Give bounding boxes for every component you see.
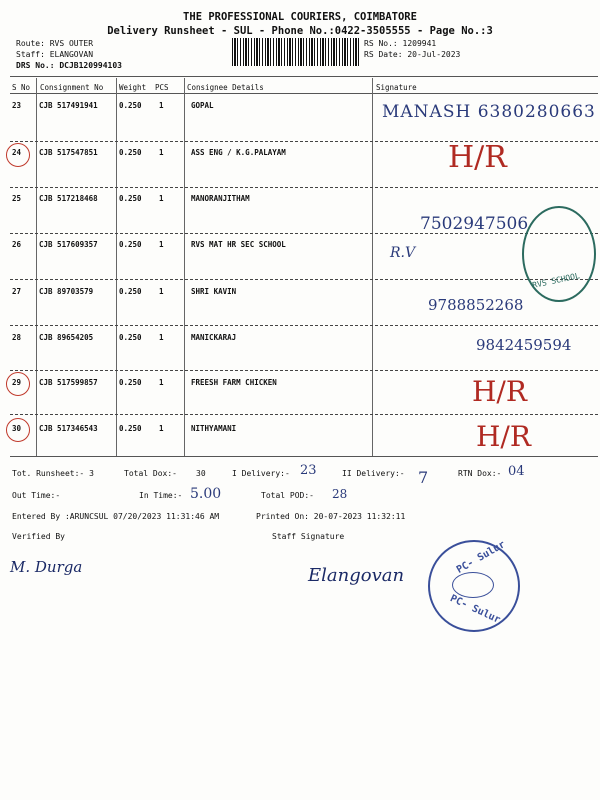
row-rule xyxy=(10,370,598,371)
row-consignee: NITHYAMANI xyxy=(191,424,237,433)
rtn-dox-label: RTN Dox:- xyxy=(458,469,502,478)
rs-number: RS No.: 1209941 xyxy=(364,39,437,48)
total-dox-label: Total Dox:- xyxy=(124,469,177,478)
ii-delivery-label: II Delivery:- xyxy=(342,469,405,478)
circle-mark-29 xyxy=(6,372,30,396)
row-sno: 30 xyxy=(12,424,22,433)
row-rule xyxy=(10,325,598,326)
i-delivery-value: 23 xyxy=(300,463,317,478)
runsheet-subtitle: Delivery Runsheet - SUL - Phone No.:0422-3505555 - Page No.:3 xyxy=(107,25,493,37)
circle-mark-30 xyxy=(6,418,30,442)
tot-runsheet: Tot. Runsheet:- 3 xyxy=(12,469,94,478)
rs-date: RS Date: 20-Jul-2023 xyxy=(364,50,461,59)
col-weight: Weight xyxy=(119,83,147,92)
in-time-value: 5.00 xyxy=(190,486,222,502)
row-sno: 28 xyxy=(12,333,22,342)
staff-label: Staff: ELANGOVAN xyxy=(16,50,94,59)
row-pcs: 1 xyxy=(159,333,164,342)
row-consignee: MANORANJITHAM xyxy=(191,194,250,203)
row-signature: MANASH 6380280663 xyxy=(382,102,596,122)
row-signature: H/R xyxy=(448,140,507,175)
row-consignment: CJB 517599857 xyxy=(39,378,98,387)
header-rule xyxy=(10,93,598,94)
out-time-label: Out Time:- xyxy=(12,491,61,500)
pc-sulur-stamp-top-text: PC- Sulur xyxy=(454,539,508,576)
col-signature: Signature xyxy=(376,83,417,92)
stamp-inner-ring xyxy=(452,572,494,598)
col-consignment: Consignment No xyxy=(40,83,104,92)
row-consignment: CJB 517609357 xyxy=(39,240,98,249)
row-consignee: FREESH FARM CHICKEN xyxy=(191,378,277,387)
col-sno: S No xyxy=(12,83,31,92)
row-pcs: 1 xyxy=(159,101,164,110)
row-sno: 24 xyxy=(12,148,22,157)
staff-handwritten-signature: Elangovan xyxy=(308,565,405,586)
row-consignee: MANICKARAJ xyxy=(191,333,237,342)
entered-by: Entered By :ARUNCSUL 07/20/2023 11:31:46 AM xyxy=(12,512,220,521)
row-rule xyxy=(10,279,598,280)
row-consignee: SHRI KAVIN xyxy=(191,287,237,296)
row-sno: 27 xyxy=(12,287,22,296)
pc-sulur-stamp xyxy=(428,540,520,632)
table-bottom-rule xyxy=(10,456,598,457)
company-title: THE PROFESSIONAL COURIERS, COIMBATORE xyxy=(183,11,417,23)
row-consignee: GOPAL xyxy=(191,101,214,110)
row-pcs: 1 xyxy=(159,148,164,157)
row-sno: 25 xyxy=(12,194,22,203)
row-consignment: CJB 517346543 xyxy=(39,424,98,433)
row-sno: 23 xyxy=(12,101,22,110)
staff-signature-label: Staff Signature xyxy=(272,532,345,541)
row-weight: 0.250 xyxy=(119,240,142,249)
col-consignee: Consignee Details xyxy=(187,83,264,92)
row-consignee: RVS MAT HR SEC SCHOOL xyxy=(191,240,286,249)
row-weight: 0.250 xyxy=(119,287,142,296)
row-signature: H/R xyxy=(476,420,531,453)
total-pod-value: 28 xyxy=(332,487,348,501)
row-weight: 0.250 xyxy=(119,333,142,342)
row-consignment: CJB 517218468 xyxy=(39,194,98,203)
pc-sulur-stamp-bottom-text: PC- Sulur xyxy=(448,593,502,626)
row-pcs: 1 xyxy=(159,378,164,387)
col-pcs: PCS xyxy=(155,83,169,92)
total-dox-value: 30 xyxy=(196,469,206,478)
row-consignment: CJB 89703579 xyxy=(39,287,94,296)
row-signature: 7502947506 xyxy=(420,214,529,234)
verifier-signature: M. Durga xyxy=(10,558,83,576)
col-divider xyxy=(36,78,37,456)
barcode xyxy=(232,38,360,66)
row-signature: 9788852268 xyxy=(428,296,524,314)
row-pcs: 1 xyxy=(159,424,164,433)
row-pcs: 1 xyxy=(159,194,164,203)
row-signature: 9842459594 xyxy=(476,336,572,354)
circle-mark-24 xyxy=(6,143,30,167)
row-weight: 0.250 xyxy=(119,194,142,203)
row-sno: 29 xyxy=(12,378,22,387)
row-rule xyxy=(10,187,598,188)
row-signature: R.V xyxy=(390,245,416,261)
row-weight: 0.250 xyxy=(119,424,142,433)
total-pod-label: Total POD:- xyxy=(261,491,314,500)
row-consignment: CJB 89654205 xyxy=(39,333,94,342)
rtn-dox-value: 04 xyxy=(508,464,525,479)
col-divider xyxy=(372,78,373,456)
row-pcs: 1 xyxy=(159,240,164,249)
col-divider xyxy=(184,78,185,456)
row-consignee: ASS ENG / K.G.PALAYAM xyxy=(191,148,286,157)
in-time-label: In Time:- xyxy=(139,491,183,500)
row-consignment: CJB 517491941 xyxy=(39,101,98,110)
row-weight: 0.250 xyxy=(119,378,142,387)
row-weight: 0.250 xyxy=(119,148,142,157)
row-rule xyxy=(10,141,598,142)
printed-on: Printed On: 20-07-2023 11:32:11 xyxy=(256,512,406,521)
row-consignment: CJB 517547851 xyxy=(39,148,98,157)
ii-delivery-value: 7 xyxy=(418,468,429,487)
row-rule xyxy=(10,414,598,415)
row-rule xyxy=(10,233,598,234)
row-weight: 0.250 xyxy=(119,101,142,110)
row-signature: H/R xyxy=(472,375,527,408)
col-divider xyxy=(116,78,117,456)
route-label: Route: RVS OUTER xyxy=(16,39,94,48)
verified-by-label: Verified By xyxy=(12,532,65,541)
drs-number: DRS No.: DCJB120994103 xyxy=(16,61,122,70)
row-sno: 26 xyxy=(12,240,22,249)
school-stamp xyxy=(522,206,596,302)
row-pcs: 1 xyxy=(159,287,164,296)
i-delivery-label: I Delivery:- xyxy=(232,469,290,478)
school-stamp-text: RVS SCHOOL xyxy=(531,271,581,290)
table-top-rule xyxy=(10,76,598,77)
